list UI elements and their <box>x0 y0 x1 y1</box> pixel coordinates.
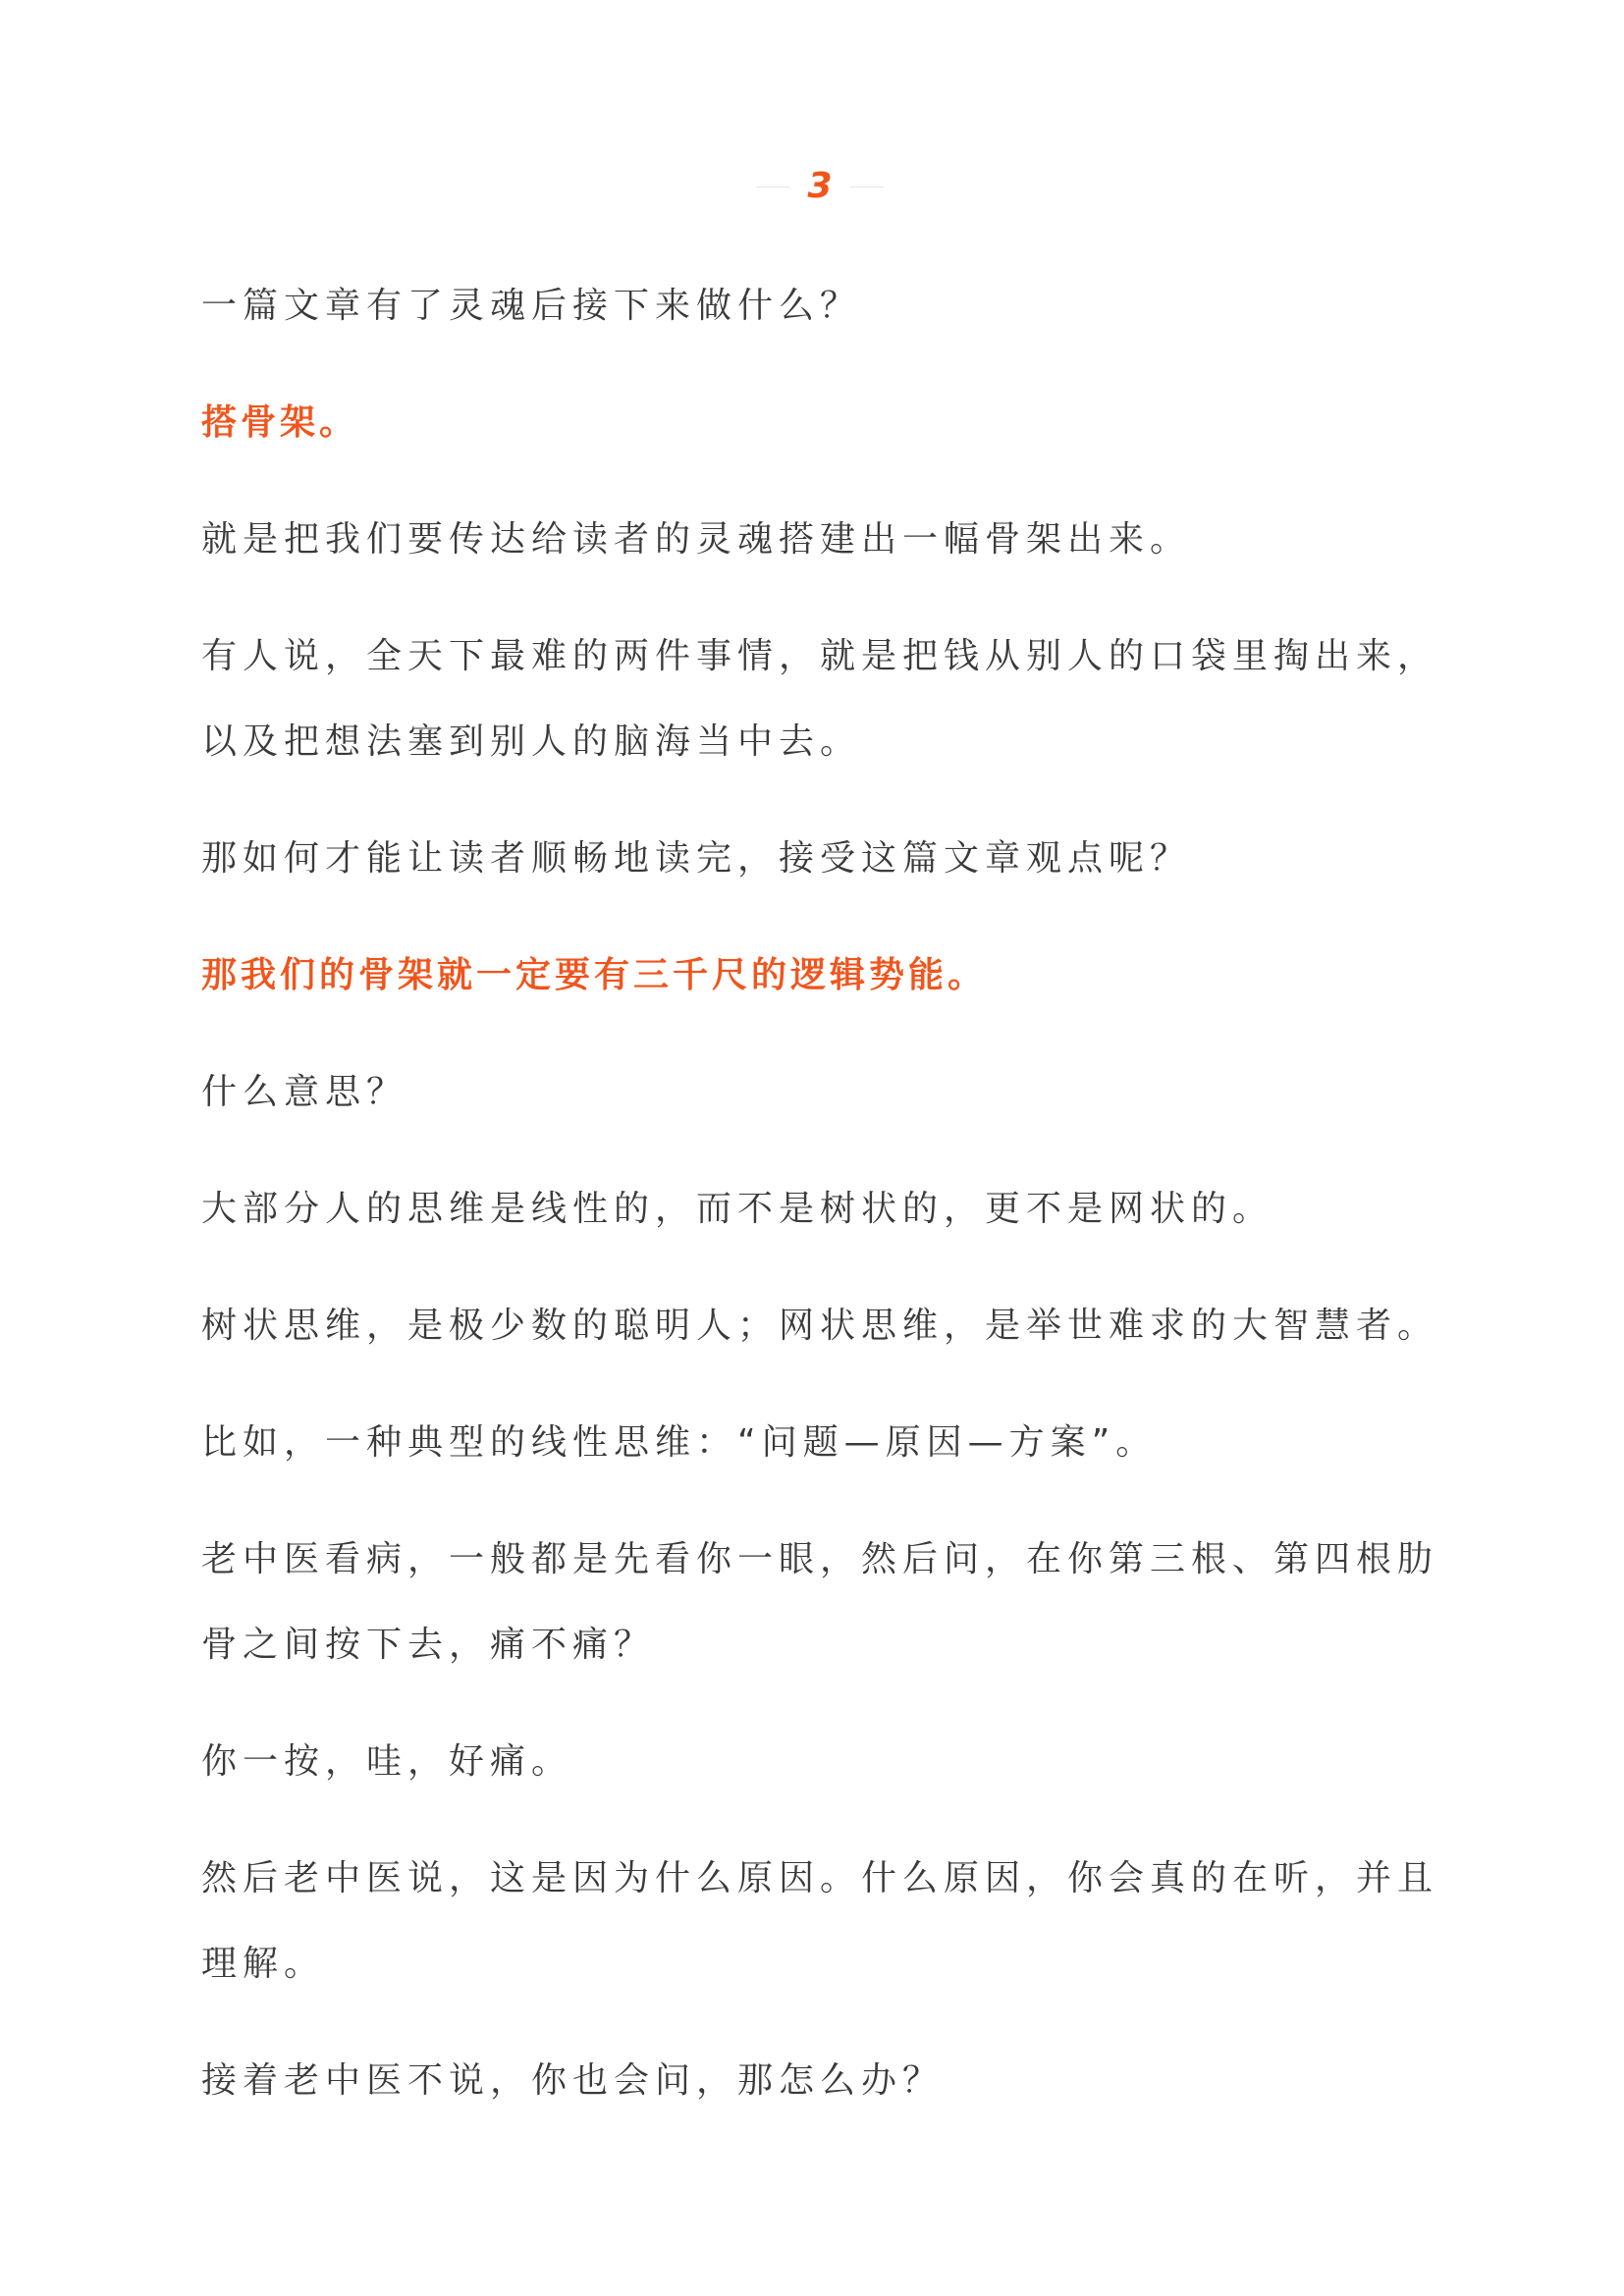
paragraph: 那如何才能让读者顺畅地读完，接受这篇文章观点呢？ <box>201 838 1192 879</box>
article-body <box>201 263 1443 2155</box>
paragraph: 大部分人的思维是线性的，而不是树状的，更不是网状的。 <box>201 1189 1274 1229</box>
highlight-paragraph: 搭骨架。 <box>201 402 359 443</box>
paragraph: 你一按，哇，好痛。 <box>201 1741 573 1782</box>
paragraph: 有人说，全天下最难的两件事情，就是把钱从别人的口袋里掏出来，以及把想法塞到别人的脑海当中去。 <box>201 636 1439 762</box>
paragraph: 老中医看病，一般都是先看你一眼，然后问，在你第三根、第四根肋骨之间按下去，痛不痛？ <box>201 1539 1439 1665</box>
section-number-marker <box>756 165 884 208</box>
paragraph: 一篇文章有了灵魂后接下来做什么？ <box>201 286 862 326</box>
paragraph: 就是把我们要传达给读者的灵魂搭建出一幅骨架出来。 <box>201 519 1192 560</box>
highlight-paragraph: 那我们的骨架就一定要有三千尺的逻辑势能。 <box>201 955 988 995</box>
section-number: 3 <box>807 166 833 206</box>
paragraph: 比如，一种典型的线性思维：“问题—原因—方案”。 <box>201 1422 1158 1463</box>
paragraph: 树状思维，是极少数的聪明人；网状思维，是举世难求的大智慧者。 <box>201 1306 1439 1346</box>
paragraph: 然后老中医说，这是因为什么原因。什么原因，你会真的在听，并且理解。 <box>201 1858 1439 1984</box>
paragraph: 什么意思？ <box>201 1072 408 1112</box>
paragraph: 接着老中医不说，你也会问，那怎么办？ <box>201 2060 945 2101</box>
